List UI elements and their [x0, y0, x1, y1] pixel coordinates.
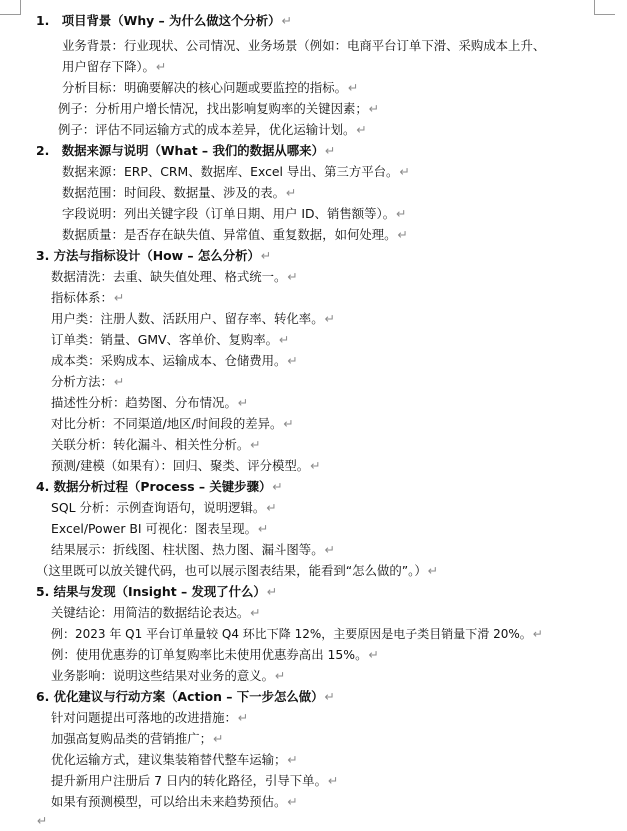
paragraph: Excel/Power BI 可视化：图表呈现。↵ — [51, 521, 269, 536]
section-heading-1: 1. 项目背景（Why – 为什么做这个分析）↵ — [36, 13, 292, 28]
paragraph-note: （这里既可以放关键代码，也可以展示图表结果，能看到“怎么做的”。）↵ — [36, 563, 439, 578]
paragraph: SQL 分析：示例查询语句，说明逻辑。↵ — [51, 500, 277, 515]
paragraph: 优化运输方式，建议集装箱替代整车运输；↵ — [51, 752, 298, 767]
paragraph: 提升新用户注册后 7 日内的转化路径，引导下单。↵ — [51, 773, 339, 788]
paragraph: 对比分析：不同渠道/地区/时间段的差异。↵ — [51, 416, 294, 431]
paragraph: 预测/建模（如果有）：回归、聚类、评分模型。↵ — [51, 458, 321, 473]
paragraph: 数据范围：时间段、数据量、涉及的表。↵ — [62, 185, 297, 200]
paragraph: 数据清洗：去重、缺失值处理、格式统一。↵ — [51, 269, 298, 284]
paragraph: 业务背景：行业现状、公司情况、业务场景（例如：电商平台订单下滑、采购成本上升、 — [62, 38, 546, 53]
section-heading-6: 6. 优化建议与行动方案（Action – 下一步怎么做）↵ — [36, 689, 335, 704]
paragraph: 分析方法：↵ — [51, 374, 125, 389]
paragraph: 订单类：销量、GMV、客单价、复购率。↵ — [51, 332, 290, 347]
paragraph: 关键结论：用简洁的数据结论表达。↵ — [51, 605, 261, 620]
paragraph: 用户留存下降）。↵ — [62, 59, 167, 74]
paragraph: 描述性分析：趋势图、分布情况。↵ — [51, 395, 249, 410]
paragraph: 成本类：采购成本、运输成本、仓储费用。↵ — [51, 353, 298, 368]
paragraph: 结果展示：折线图、柱状图、热力图、漏斗图等。↵ — [51, 542, 335, 557]
paragraph: 字段说明：列出关键字段（订单日期、用户 ID、销售额等）。↵ — [62, 206, 407, 221]
section-heading-4: 4. 数据分析过程（Process – 关键步骤）↵ — [36, 479, 283, 494]
section-heading-5: 5. 结果与发现（Insight – 发现了什么）↵ — [36, 584, 278, 599]
paragraph: 例子：分析用户增长情况，找出影响复购率的关键因素；↵ — [58, 101, 380, 116]
paragraph: 针对问题提出可落地的改进措施：↵ — [51, 710, 249, 725]
paragraph: 加强高复购品类的营销推广；↵ — [51, 731, 224, 746]
page-corner-mark-top-left — [0, 0, 21, 15]
paragraph: 如果有预测模型，可以给出未来趋势预估。↵ — [51, 794, 298, 809]
section-heading-2: 2. 数据来源与说明（What – 我们的数据从哪来）↵ — [36, 143, 336, 158]
paragraph: 指标体系：↵ — [51, 290, 125, 305]
paragraph: 数据质量：是否存在缺失值、异常值、重复数据，如何处理。↵ — [62, 227, 408, 242]
empty-paragraph: ↵ — [37, 813, 48, 828]
section-heading-3: 3. 方法与指标设计（How – 怎么分析）↵ — [36, 248, 272, 263]
paragraph: 例：2023 年 Q1 平台订单量较 Q4 环比下降 12%，主要原因是电子类目销量下滑 20%。↵ — [51, 627, 543, 641]
paragraph: 关联分析：转化漏斗、相关性分析。↵ — [51, 437, 261, 452]
paragraph: 业务影响：说明这些结果对业务的意义。↵ — [51, 668, 286, 683]
paragraph: 分析目标：明确要解决的核心问题或要监控的指标。↵ — [62, 80, 359, 95]
paragraph: 用户类：注册人数、活跃用户、留存率、转化率。↵ — [51, 311, 335, 326]
paragraph: 例：使用优惠券的订单复购率比未使用优惠券高出 15%。↵ — [51, 647, 379, 662]
paragraph: 数据来源：ERP、CRM、数据库、Excel 导出、第三方平台。↵ — [62, 164, 410, 179]
paragraph: 例子：评估不同运输方式的成本差异，优化运输计划。↵ — [58, 122, 367, 137]
page-corner-mark-top-right — [594, 0, 615, 15]
